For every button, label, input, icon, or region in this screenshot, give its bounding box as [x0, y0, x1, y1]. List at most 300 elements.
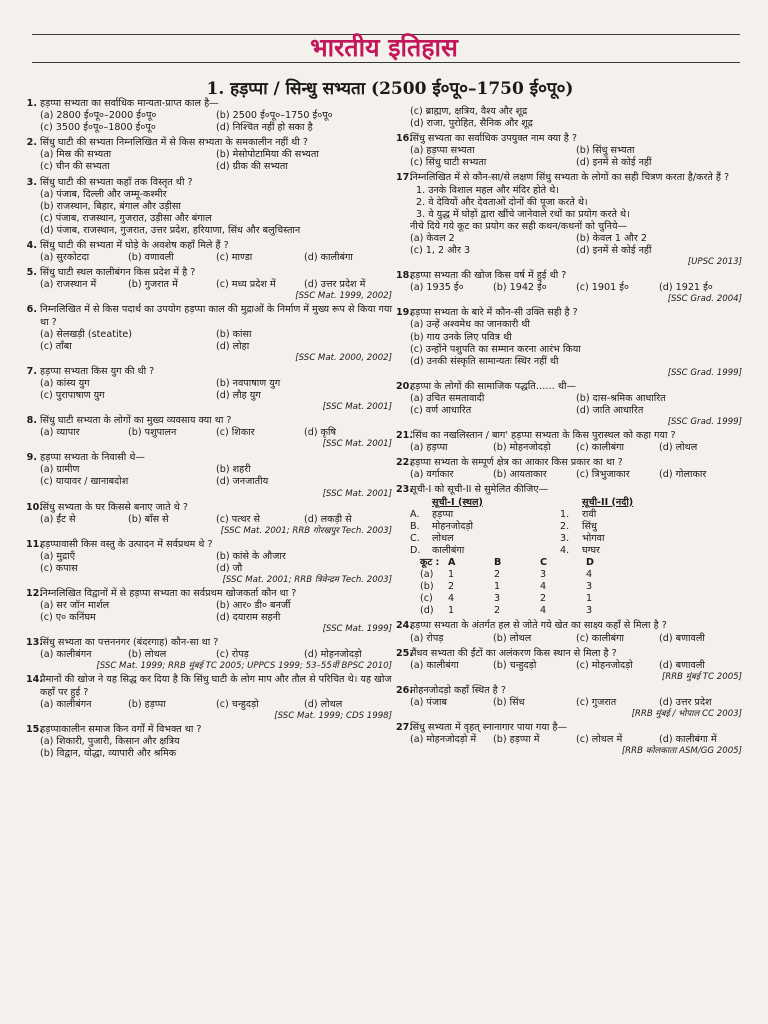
option: (b) गाय उनके लिए पवित्र थी [410, 331, 512, 343]
option: (a) केवल 2 [410, 232, 455, 244]
question-14 [26, 674, 392, 720]
option: (c) 1901 ई० [576, 282, 629, 294]
question-text: निम्नलिखित में से कौन-सा/से लक्षण सिंधु सभ्यता के लोगों का सही चित्रण करता है/करते हैं ? [410, 172, 730, 184]
question-line [396, 307, 742, 319]
option: (d) बणावली [659, 632, 705, 644]
option: (b) नवपाषाण युग [216, 377, 281, 389]
question-23 [396, 484, 742, 617]
option: (b) दास-श्रमिक आधारित [576, 392, 666, 404]
question-15 [26, 724, 392, 760]
question-line [26, 240, 392, 252]
question-line [396, 430, 742, 442]
option: (b) सिंध [493, 696, 525, 708]
option: (a) कांस्य युग [40, 377, 90, 389]
option: (b) मोहनजोदड़ो [493, 442, 551, 454]
options-group [396, 106, 742, 130]
options-group [396, 442, 742, 454]
code-cell: 4 [540, 581, 547, 593]
match-cell: रावी [582, 508, 597, 520]
question-text: सिंधु घाटी स्थल कालीबंगन किस प्रदेश में है ? [40, 267, 196, 279]
question-8 [26, 415, 392, 449]
option: (a) उचित समतावादी [410, 392, 485, 404]
option: (c) 3500 ई०पू०–1800 ई०पू० [40, 122, 156, 134]
question-27 [396, 722, 742, 756]
option: (d) उत्तर प्रदेश [659, 696, 712, 708]
option: (a) वर्गाकार [410, 469, 454, 481]
code-header: A [448, 557, 456, 568]
option: (a) हड़प्पा सभ्यता [410, 145, 475, 157]
match-row [410, 509, 742, 521]
option: (d) दयाराम सहनी [216, 612, 281, 624]
option: (c) चीन की सभ्यता [40, 161, 110, 173]
question-number: 10. [26, 501, 43, 513]
options-group [26, 110, 392, 134]
option: (d) मोहनजोदड़ो [304, 649, 362, 661]
question-number: 4. [26, 240, 37, 252]
question-number: 18. [396, 270, 413, 282]
option: (d) पंजाब, राजस्थान, गुजरात, उत्तर प्रदेश, हरियाणा, सिंध और बलुचिस्तान [40, 224, 301, 236]
option: (d) गोलाकार [659, 469, 707, 481]
question-20 [396, 381, 742, 427]
question-line [396, 648, 742, 660]
question-text: हड़प्पा सभ्यता किस युग की थी ? [40, 365, 155, 377]
question-line [26, 539, 392, 551]
question-1 [26, 98, 392, 134]
question-text: सैंधव सभ्यता की ईंटों का अलंकरण किस स्थान से मिला है ? [410, 647, 617, 659]
options-group [26, 149, 392, 173]
option: (c) रोपड़ [216, 649, 249, 661]
question-line [26, 415, 392, 427]
question-text: हड़प्पा सभ्यता की खोज किस वर्ष में हुई थी ? [410, 270, 567, 282]
question-number: 9. [26, 452, 37, 464]
option: (a) पंजाब [410, 696, 447, 708]
question-number: 20. [396, 380, 413, 392]
option: (c) लोथल में [576, 734, 623, 746]
option: (c) गुजरात [576, 696, 617, 708]
option: (c) ब्राह्मण, क्षत्रिय, वैश्य और शूद्र [410, 106, 528, 117]
option: (c) उन्होंने पशुपति का सम्मान करना आरंभ किया [410, 343, 581, 355]
match-cell: D. [410, 544, 421, 556]
code-cell: 1 [448, 605, 455, 617]
match-cell: C. [410, 532, 420, 544]
option: (d) जनजातीय [216, 476, 269, 488]
question-10 [26, 502, 392, 536]
option: (a) राजस्थान में [40, 279, 97, 291]
option: (b) पशुपालन [128, 427, 177, 439]
code-cell: 4 [586, 569, 593, 581]
option: (c) मोहनजोदड़ो [576, 659, 633, 671]
code-cell: 1 [448, 569, 455, 581]
option: (c) सिंधु घाटी सभ्यता [410, 157, 487, 169]
option: (c) कपास [40, 562, 78, 574]
options-group [26, 464, 392, 488]
question-line [26, 137, 392, 149]
question-26 [396, 685, 742, 719]
match-cell: भोगवा [582, 532, 605, 544]
option: (c) ताँबा [40, 340, 72, 352]
option: (a) कालीबंगन [40, 698, 92, 710]
option: (a) व्यापार [40, 427, 80, 439]
option: (d) निश्चित नहीं हो सका है [216, 122, 313, 134]
match-cell: 2. [560, 520, 570, 532]
question-line [26, 588, 392, 600]
option: (b) लोथल [493, 632, 532, 644]
question-17 [396, 172, 742, 267]
option: (b) विद्वान, योद्धा, व्यापारी और श्रमिक [40, 747, 177, 759]
exam-source: [SSC Mat. 2000, 2002] [295, 352, 392, 363]
option: (a) शिकारी, पुजारी, किसान और क्षत्रिय [40, 735, 180, 747]
code-cell: 2 [540, 593, 547, 605]
question-text: हड़प्पावासी किस वस्तु के उत्पादन में सर्वप्रथम थे ? [40, 538, 213, 550]
match-cell: सिंधु [582, 520, 597, 532]
question-line [26, 724, 392, 736]
question-3 [26, 177, 392, 237]
code-header: B [494, 557, 502, 568]
option: (a) सर जॉन मार्शल [40, 600, 110, 612]
question-25 [396, 648, 742, 682]
match-table [396, 497, 742, 618]
question-number: 26. [396, 684, 413, 696]
options-group [26, 699, 392, 711]
match-cell: 1. [560, 508, 570, 520]
option: (a) मिस्र की सभ्यता [40, 149, 112, 161]
instruction: नीचे दिये गये कूट का प्रयोग कर सही कथन/कथनों को चुनिये— [410, 220, 628, 232]
code-cell: 3 [586, 605, 593, 617]
option: (d) उनकी संस्कृति सामान्यतः स्थिर नहीं थी [410, 355, 559, 367]
option: (b) आर० डी० बनर्जी [216, 600, 291, 612]
question-number: 12. [26, 588, 43, 599]
question-text: हड़प्पा सभ्यता का सर्वाधिक मान्यता-प्राप्त काल है— [40, 98, 219, 109]
option: (c) शिकार [216, 427, 255, 439]
question-text: सिंधु घाटी की सभ्यता निम्नलिखित में से किस सभ्यता के समकालीन नहीं थी ? [40, 137, 308, 149]
code-cell: 4 [448, 593, 455, 605]
question-text: सिंधु घाटी की सभ्यता में घोड़े के अवशेष कहाँ मिले हैं ? [40, 240, 229, 252]
question-text: सिंधु सभ्यता के घर किससे बनाए जाते थे ? [40, 501, 188, 513]
code-cell: 3 [540, 569, 547, 581]
option: (c) पुरापाषाण युग [40, 389, 105, 401]
option: (d) इनमें से कोई नहीं [576, 157, 652, 169]
option: (b) वणावली [128, 252, 174, 264]
options-group [396, 319, 742, 367]
options-group [396, 633, 742, 645]
question-number: 17. [396, 172, 413, 184]
statement: 1. उनके विशाल महल और मंदिर होते थे। [416, 184, 559, 196]
statement: 2. वे देवियों और देवताओं दोनों की पूजा करते थे। [416, 196, 588, 208]
exam-source: [SSC Mat. 1999; RRB मुंबई TC 2005; UPPCS 1999; 53–55वीं BPSC 2010] [96, 661, 392, 672]
code-row [410, 581, 742, 593]
options-group [26, 649, 392, 661]
list1-heading: सूची-I (स्थल) [432, 496, 483, 508]
option: (a) रोपड़ [410, 632, 444, 644]
option: (b) बाँस से [128, 513, 169, 525]
options-group [396, 734, 742, 746]
exam-source: [SSC Mat. 2001; RRB त्रिवेन्द्रम Tech. 2003] [222, 575, 392, 585]
option: (d) जाति आधारित [576, 404, 644, 416]
code-header: कूट : [420, 557, 440, 568]
option: (b) राजस्थान, बिहार, बंगाल और उड़ीसा [40, 200, 181, 212]
question-number: 16. [396, 133, 413, 145]
question-number: 8. [26, 415, 37, 427]
question-7 [26, 366, 392, 412]
question-number: 3. [26, 176, 37, 188]
question-number: 13. [26, 637, 43, 649]
exam-source: [UPSC 2013] [687, 257, 742, 268]
option: (b) शहरी [216, 464, 251, 476]
option: (d) जौ [216, 562, 243, 574]
options-group [26, 600, 392, 624]
question-number: 11. [26, 538, 43, 550]
question-text: सूची-I को सूची-II से सुमेलित कीजिए— [410, 484, 549, 496]
option: (d) उत्तर प्रदेश में [304, 279, 366, 291]
option: (a) ग्रामीण [40, 464, 80, 476]
option: (c) यायावर / खानाबदोश [40, 476, 129, 488]
options-group [396, 697, 742, 709]
options-group [26, 329, 392, 353]
question-line [26, 98, 392, 110]
exam-source: [RRB मुंबई TC 2005] [661, 671, 742, 682]
code-row [410, 593, 742, 605]
question-16 [396, 133, 742, 169]
match-cell: 3. [560, 532, 570, 544]
code-header: C [540, 557, 548, 568]
code-cell: (d) [420, 605, 434, 617]
question-number: 6. [26, 304, 37, 316]
question-text: निम्नलिखित विद्वानों में से हड़प्पा सभ्यता का सर्वप्रथम खोजकर्ता कौन था ? [40, 588, 297, 599]
question-text: हड़प्पा सभ्यता के बारे में कौन-सी उक्ति सही है ? [410, 307, 578, 319]
option: (b) लोथल [128, 649, 167, 661]
question-number: 24. [396, 620, 413, 632]
option: (d) इनमें से कोई नहीं [576, 245, 652, 257]
question-number: 25. [396, 647, 413, 659]
right-column [396, 106, 742, 759]
page-title: भारतीय इतिहास [310, 33, 458, 62]
question-number: 7. [26, 365, 37, 377]
match-cell: कालीबंगा [432, 544, 465, 556]
option: (c) 1, 2 और 3 [410, 245, 471, 257]
question-line [396, 381, 742, 393]
option: (a) कालीबंगन [40, 649, 92, 661]
question-line [396, 457, 742, 469]
question-number: 15. [26, 723, 43, 735]
options-group [26, 514, 392, 526]
code-cell: 2 [494, 605, 501, 617]
question-line [26, 267, 392, 279]
question-15-continued [396, 106, 742, 130]
option: (c) माण्डा [216, 252, 253, 264]
exam-source: [SSC Grad. 1999] [667, 417, 742, 428]
option: (a) कालीबंगा [410, 659, 459, 671]
match-cell: B. [410, 520, 420, 532]
code-cell: 1 [494, 581, 501, 593]
exam-source: [SSC Mat. 1999] [322, 624, 392, 635]
question-9 [26, 452, 392, 498]
question-line [26, 177, 392, 189]
options-group [26, 427, 392, 439]
question-number: 27. [396, 722, 413, 734]
question-line [396, 270, 742, 282]
option: (c) मध्य प्रदेश में [216, 279, 276, 291]
question-text: हड़प्पा सभ्यता के निवासी थे— [40, 452, 145, 464]
question-line [26, 452, 392, 464]
code-cell: (b) [420, 581, 434, 593]
option: (c) वर्ण आधारित [410, 404, 472, 416]
option: (a) ईंट से [40, 513, 76, 525]
question-number: 23. [396, 484, 413, 496]
exam-source: [RRB कोलकाता ASM/GG 2005] [621, 746, 742, 757]
question-24 [396, 620, 742, 644]
option: (c) पंजाब, राजस्थान, गुजरात, उड़ीसा और बंगाल [40, 212, 212, 224]
option: (d) राजा, पुरोहित, सैनिक और शूद्र [410, 118, 533, 130]
code-cell: 2 [494, 569, 501, 581]
code-cell: (c) [420, 593, 433, 605]
list2-heading: सूची-II (नदी) [582, 496, 634, 508]
option: (a) 2800 ई०पू०–2000 ई०पू० [40, 110, 157, 122]
question-number: 19. [396, 307, 413, 319]
option: (a) पंजाब, दिल्ली और जम्मू-कश्मीर [40, 188, 167, 200]
options-group [26, 551, 392, 575]
options-group [396, 660, 742, 672]
question-4 [26, 240, 392, 264]
code-cell: (a) [420, 569, 434, 581]
option: (b) हड़प्पा [128, 698, 166, 710]
option: (c) कालीबंगा [576, 442, 625, 454]
option: (d) बणावली [659, 659, 705, 671]
question-number: 21. [396, 430, 413, 442]
question-18 [396, 270, 742, 304]
option: (d) लकड़ी से [304, 513, 352, 525]
option: (d) लोहा [216, 340, 250, 352]
question-text: निम्नलिखित में से किस पदार्थ का उपयोग हड़प्पा काल की मुद्राओं के निर्माण में मुख्य रूप से किया गया था ? [40, 304, 392, 328]
option: (d) लोथल [304, 698, 343, 710]
option: (d) लोथल [659, 442, 698, 454]
question-11 [26, 539, 392, 585]
question-line [396, 722, 742, 734]
question-number: 1. [26, 98, 37, 109]
options-group [396, 469, 742, 481]
option: (a) मुद्राएँ [40, 550, 76, 562]
exam-source: [SSC Mat. 2001] [322, 439, 392, 450]
match-cell: A. [410, 508, 420, 520]
question-number: 5. [26, 267, 37, 279]
option: (b) 2500 ई०पू०–1750 ई०पू० [216, 110, 333, 122]
code-row [410, 569, 742, 581]
question-21 [396, 430, 742, 454]
question-text: सिंधु सभ्यता का पत्तननगर (बंदरगाह) कौन-सा था ? [40, 637, 219, 649]
question-5 [26, 267, 392, 301]
option: (b) गुजरात में [128, 279, 178, 291]
question-number: 22. [396, 457, 413, 469]
match-cell: लोथल [432, 532, 454, 544]
option: (d) कालीबंगा में [659, 734, 717, 746]
question-text: हड़प्पा के लोगों की सामाजिक पद्धति…… थी— [410, 380, 577, 392]
match-row [410, 545, 742, 557]
statement: 3. वे युद्ध में घोड़ों द्वारा खींचे जानेवाले रथों का प्रयोग करते थे। [416, 208, 630, 220]
option: (b) सिंधु सभ्यता [576, 145, 635, 157]
code-cell: 1 [586, 593, 593, 605]
question-line [26, 304, 392, 328]
options-group [26, 736, 392, 760]
chapter-title: 1. हड़प्पा / सिन्धु सभ्यता (2500 ई०पू०–1750 ई०पू०) [206, 79, 574, 99]
question-text: सिंधु सभ्यता का सर्वाधिक उपयुक्त नाम क्या है ? [410, 133, 577, 145]
question-text: हड़प्पा सभ्यता के अंतर्गत हल से जोते गये खेत का साक्ष्य कहाँ से मिला है ? [410, 620, 667, 632]
option: (b) हड़प्पा में [493, 734, 540, 746]
option: (a) मोहनजोदड़ो में [410, 734, 477, 746]
option: (d) कृषि [304, 427, 337, 439]
option: (d) ग्रीक की सभ्यता [216, 161, 288, 173]
option: (c) त्रिभुजाकार [576, 469, 630, 481]
question-line [26, 502, 392, 514]
question-line [26, 674, 392, 698]
question-text: हड़प्पा सभ्यता के सम्पूर्ण क्षेत्र का आकार किस प्रकार का था ? [410, 457, 623, 469]
question-text: पैमानों की खोज ने यह सिद्ध कर दिया है कि सिंधु घाटी के लोग माप और तौल से परिचित थे। यह खोज कहाँ पर हुई ? [40, 674, 392, 698]
option: (b) मेसोपोटामिया की सभ्यता [216, 149, 319, 161]
question-number: 2. [26, 137, 37, 149]
question-line [396, 620, 742, 632]
match-row [410, 521, 742, 533]
option: (d) 1921 ई० [659, 282, 713, 294]
options-group [396, 282, 742, 294]
code-cell: 3 [586, 581, 593, 593]
exam-source: [SSC Grad. 2004] [667, 294, 742, 305]
question-text: सिंधु घाटी सभ्यता के लोगों का मुख्य व्यवसाय क्या था ? [40, 415, 232, 427]
code-row [410, 605, 742, 617]
options-group [396, 145, 742, 169]
code-cell: 3 [494, 593, 501, 605]
option: (a) सुरकोटदा [40, 252, 90, 264]
exam-source: [RRB मुंबई / भोपाल CC 2003] [631, 709, 742, 720]
options-group [26, 279, 392, 291]
question-text: सिंधु सभ्यता में वृहत् स्नानागार पाया गया है— [410, 722, 568, 734]
exam-source: [SSC Grad. 1999] [667, 367, 742, 378]
options-group [26, 189, 392, 237]
option: (c) चन्हुदड़ो [216, 698, 259, 710]
question-13 [26, 637, 392, 671]
option: (b) कांसा [216, 328, 252, 340]
match-cell: घग्घर [582, 544, 600, 556]
option: (b) केवल 1 और 2 [576, 232, 647, 244]
option: (d) कालीबंगा [304, 252, 353, 264]
exam-source: [SSC Mat. 1999; CDS 1998] [274, 710, 392, 721]
exam-source: [SSC Mat. 2001] [322, 402, 392, 413]
question-text: सिंधु घाटी की सभ्यता कहाँ तक विस्तृत थी ? [40, 176, 193, 188]
options-group [396, 393, 742, 417]
option: (b) चन्हुदड़ो [493, 659, 537, 671]
question-2 [26, 137, 392, 173]
question-number: 14. [26, 674, 43, 686]
option: (c) कालीबंगा [576, 632, 625, 644]
match-cell: हड़प्पा [432, 508, 454, 520]
option: (c) पत्थर से [216, 513, 261, 525]
option: (d) लौह युग [216, 389, 261, 401]
code-header: D [586, 557, 594, 568]
code-cell: 4 [540, 605, 547, 617]
question-text: मोहनजोदड़ो कहाँ स्थित है ? [410, 684, 506, 696]
match-row [410, 533, 742, 545]
question-text: 'सिंध का नखलिस्तान / बाग' हड़प्पा सभ्यता के किस पुरास्थल को कहा गया ? [410, 430, 676, 442]
question-text: हड़प्पाकालीन समाज किन वर्गों में विभक्त था ? [40, 723, 202, 735]
left-column [26, 98, 392, 763]
option: (a) उन्हें अश्वमेध का जानकारी थी [410, 319, 530, 331]
code-cell: 2 [448, 581, 455, 593]
option: (a) 1935 ई० [410, 282, 464, 294]
question-22 [396, 457, 742, 481]
question-6 [26, 304, 392, 362]
exam-source: [SSC Mat. 2001; RRB गोरखपुर Tech. 2003] [220, 525, 392, 536]
match-cell: मोहनजोदड़ो [432, 520, 473, 532]
match-cell: 4. [560, 544, 570, 556]
option: (a) हड़प्पा [410, 442, 448, 454]
question-line [26, 366, 392, 378]
